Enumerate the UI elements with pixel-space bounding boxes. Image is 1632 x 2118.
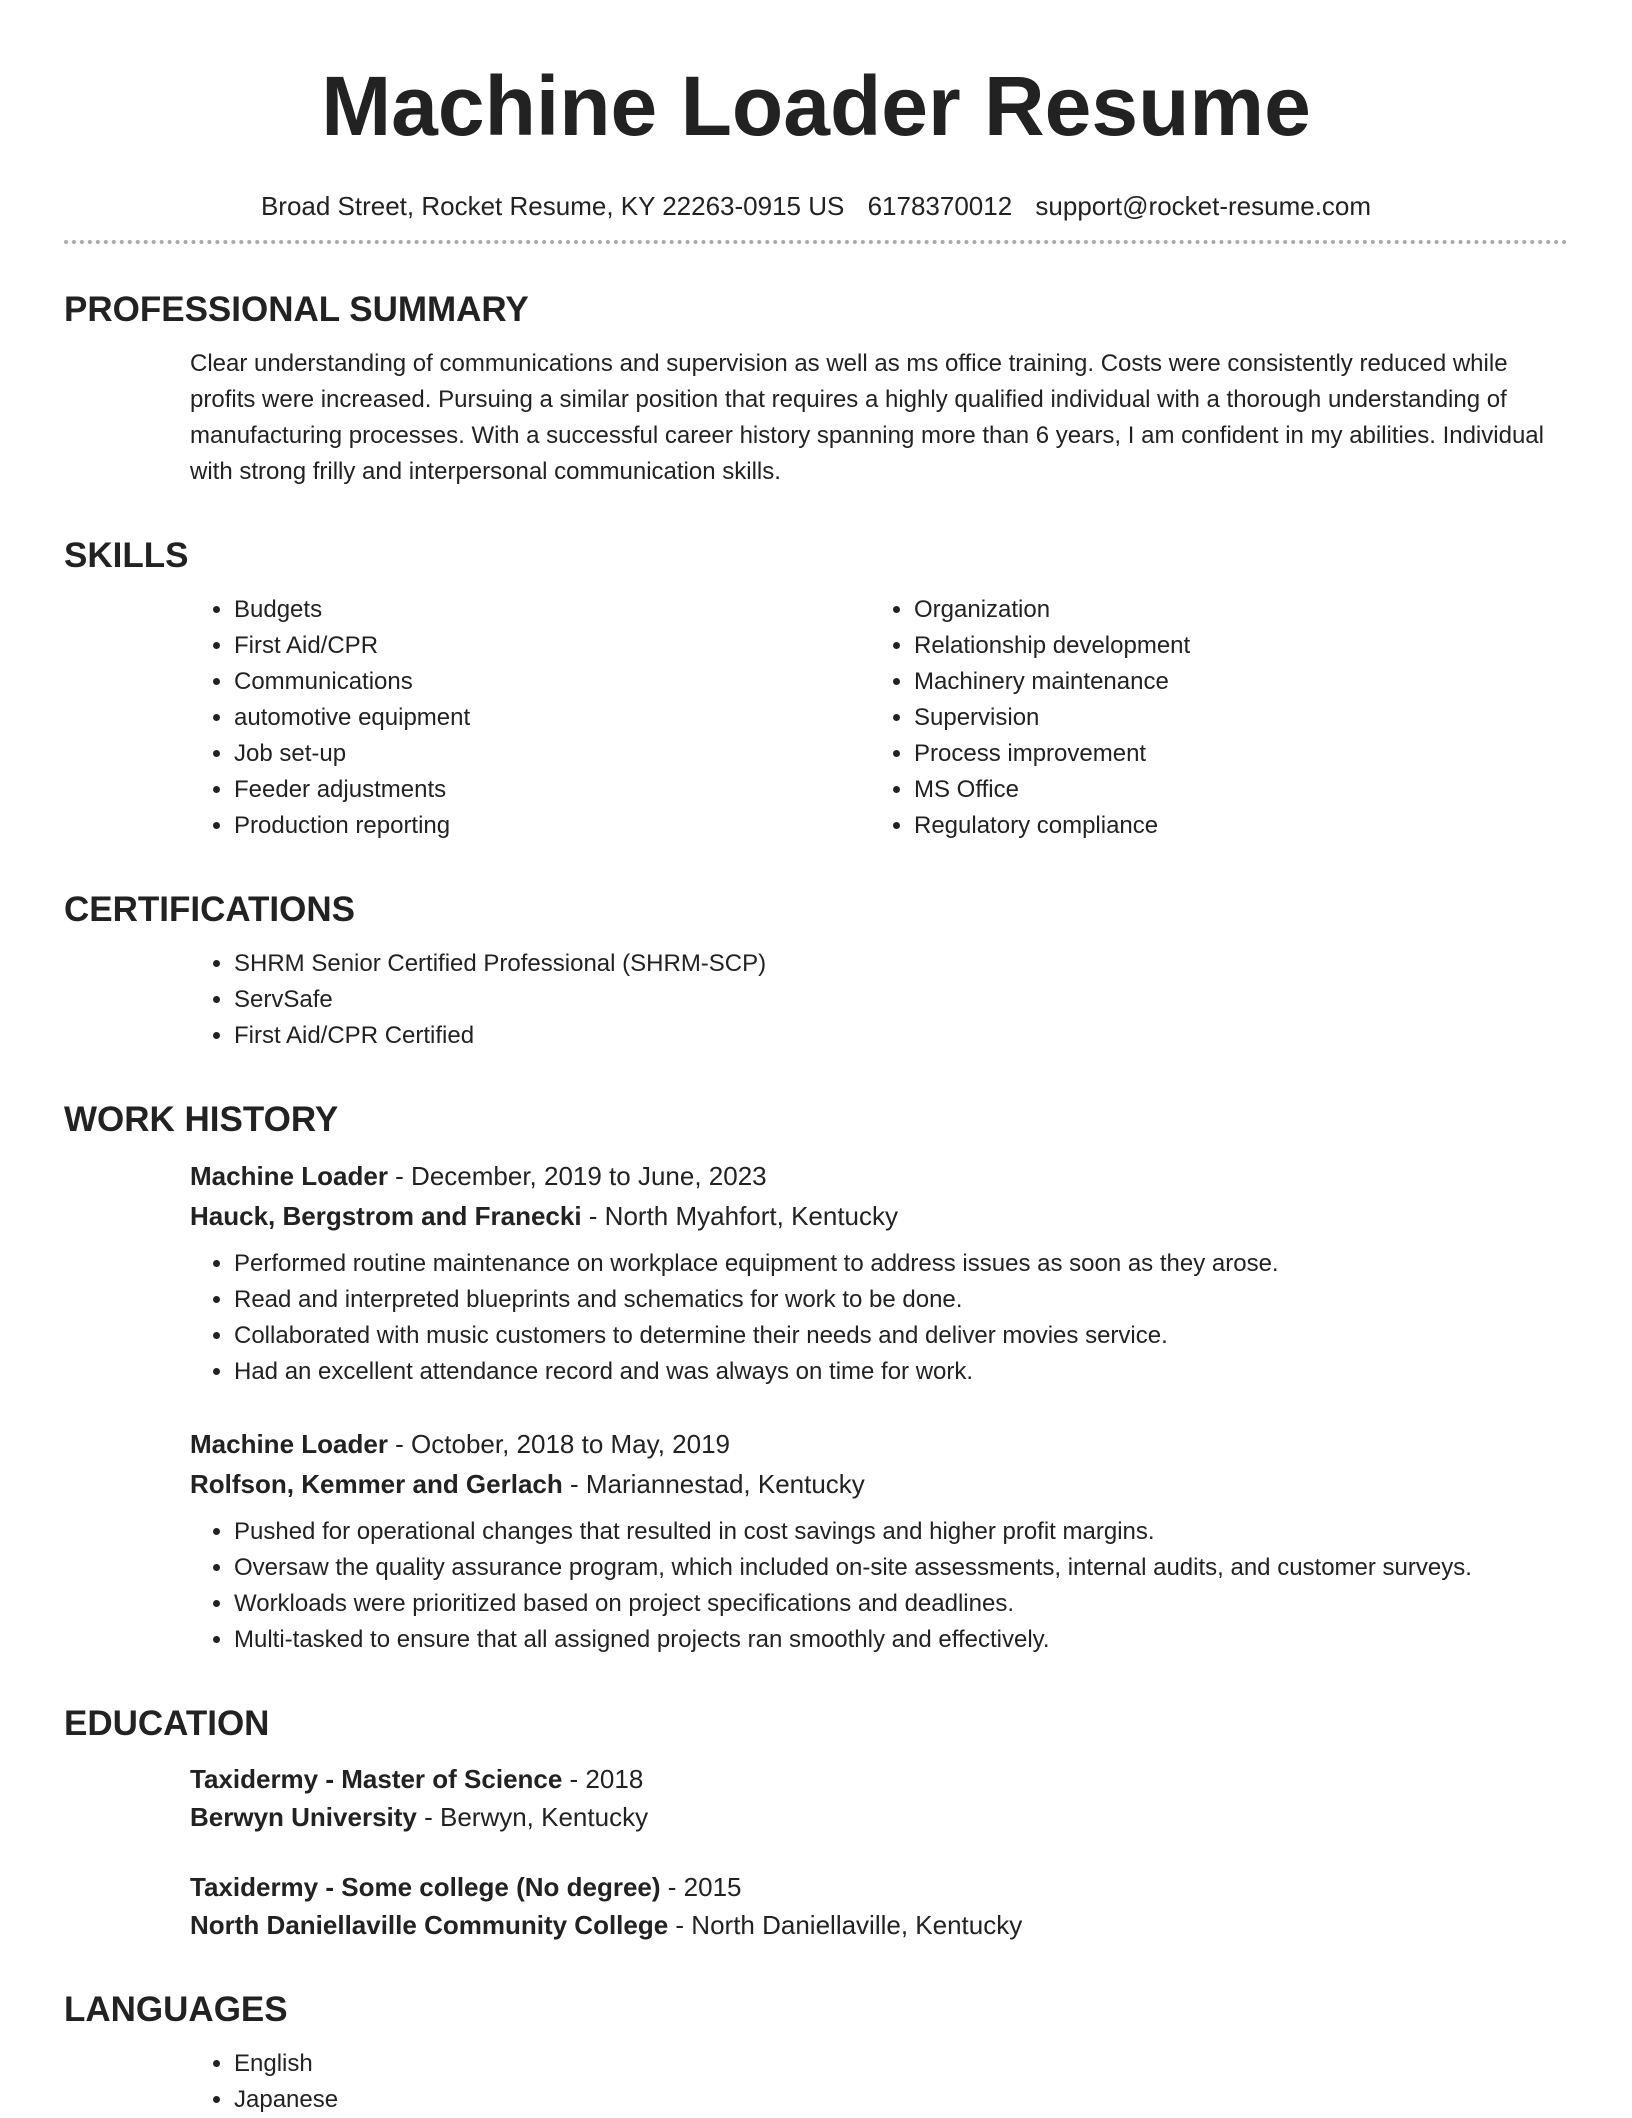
contact-address: Broad Street, Rocket Resume, KY 22263-0915 US [260,191,845,221]
education-degree-line [190,1868,1568,1906]
education-degree: Taxidermy - Some college (No degree) [190,1872,661,1902]
skill-item: • Regulatory compliance [914,808,1550,844]
skill-item: • Process improvement [914,736,1550,772]
resume-page [64,0,1568,2118]
education-location: - Berwyn, Kentucky [416,1802,649,1832]
job-entry [190,1156,1568,1390]
job-bullet: • Pushed for operational changes that resulted in cost savings and higher profit margins. [234,1514,1568,1550]
job-company: Rolfson, Kemmer and Gerlach [190,1469,563,1499]
work-history [190,1156,1568,1658]
job-location: - North Myahfort, Kentucky [581,1201,899,1231]
education-school: Berwyn University [190,1802,417,1832]
skills-heading: SKILLS [64,536,189,575]
certification-item: • ServSafe [234,982,1568,1018]
certification-item: • First Aid/CPR Certified [234,1018,1568,1054]
contact-email[interactable]: support@rocket-resume.com [1035,191,1372,221]
work-history-heading: WORK HISTORY [64,1100,339,1139]
education-year: - 2015 [660,1872,742,1902]
skill-item: • Machinery maintenance [914,664,1550,700]
skill-item: • Organization [914,592,1550,628]
job-entry [190,1424,1568,1658]
education-location: - North Daniellaville, Kentucky [668,1910,1023,1940]
summary-heading: PROFESSIONAL SUMMARY [64,290,529,329]
education-school-line [190,1798,1568,1836]
education-school: North Daniellaville Community College [190,1910,669,1940]
job-dates: - October, 2018 to May, 2019 [387,1429,730,1459]
certification-item: • SHRM Senior Certified Professional (SHRM-SCP) [234,946,1568,982]
job-bullet: • Multi-tasked to ensure that all assigned projects ran smoothly and effectively. [234,1622,1568,1658]
job-company-line [190,1464,1568,1504]
job-location: - Mariannestad, Kentucky [562,1469,865,1499]
job-title: Machine Loader [190,1161,388,1191]
job-dates: - December, 2019 to June, 2023 [387,1161,767,1191]
education-heading: EDUCATION [64,1704,270,1743]
skill-item: • Relationship development [914,628,1550,664]
language-item: • English [234,2046,1568,2082]
skill-item: • automotive equipment [234,700,870,736]
job-bullet: • Collaborated with music customers to determine their needs and deliver movies service. [234,1318,1568,1354]
job-title-line [190,1424,1568,1464]
skill-item: • Budgets [234,592,870,628]
skill-item: • Job set-up [234,736,870,772]
languages-list [190,2046,1568,2118]
job-bullet: • Had an excellent attendance record and was always on time for work. [234,1354,1568,1390]
education-list [190,1760,1568,1944]
education-degree-line [190,1760,1568,1798]
skills-column-left [190,592,870,844]
skill-item: • MS Office [914,772,1550,808]
contact-phone: 6178370012 [867,191,1013,221]
job-title: Machine Loader [190,1429,388,1459]
skills-grid [190,592,1568,844]
skills-column-right [870,592,1550,844]
education-school-line [190,1906,1568,1944]
certifications-list [190,946,1568,1054]
job-bullet: • Read and interpreted blueprints and schematics for work to be done. [234,1282,1568,1318]
summary-text: Clear understanding of communications and supervision as well as ms office training. Costs were consistently reduced while profits were increased. Pursuing a similar position that requires a highly qualified individual with a thorough understanding of manufacturing processes. With a successful career history spanning more than 6 years, I am confident in my abilities. Individual with strong frilly and interpersonal communication skills. [190,350,1544,485]
job-bullet: • Oversaw the quality assurance program, which included on-site assessments, internal audits, and customer surveys. [234,1550,1568,1586]
skill-item: • Supervision [914,700,1550,736]
certifications-heading: CERTIFICATIONS [64,890,356,929]
education-year: - 2018 [562,1764,644,1794]
skill-item: • Feeder adjustments [234,772,870,808]
job-bullet: • Workloads were prioritized based on project specifications and deadlines. [234,1586,1568,1622]
job-bullet: • Performed routine maintenance on workplace equipment to address issues as soon as they arose. [234,1246,1568,1282]
education-degree: Taxidermy - Master of Science [190,1764,563,1794]
skill-item: • Communications [234,664,870,700]
education-entry [190,1868,1568,1944]
skill-item: • First Aid/CPR [234,628,870,664]
header-divider [64,240,1568,244]
languages-heading: LANGUAGES [64,1990,288,2029]
job-company-line [190,1196,1568,1236]
resume-title: Machine Loader Resume [321,59,1311,153]
job-company: Hauck, Bergstrom and Franecki [190,1201,582,1231]
job-title-line [190,1156,1568,1196]
language-item: • Japanese [234,2082,1568,2118]
skill-item: • Production reporting [234,808,870,844]
education-entry [190,1760,1568,1836]
contact-line [64,190,1568,222]
